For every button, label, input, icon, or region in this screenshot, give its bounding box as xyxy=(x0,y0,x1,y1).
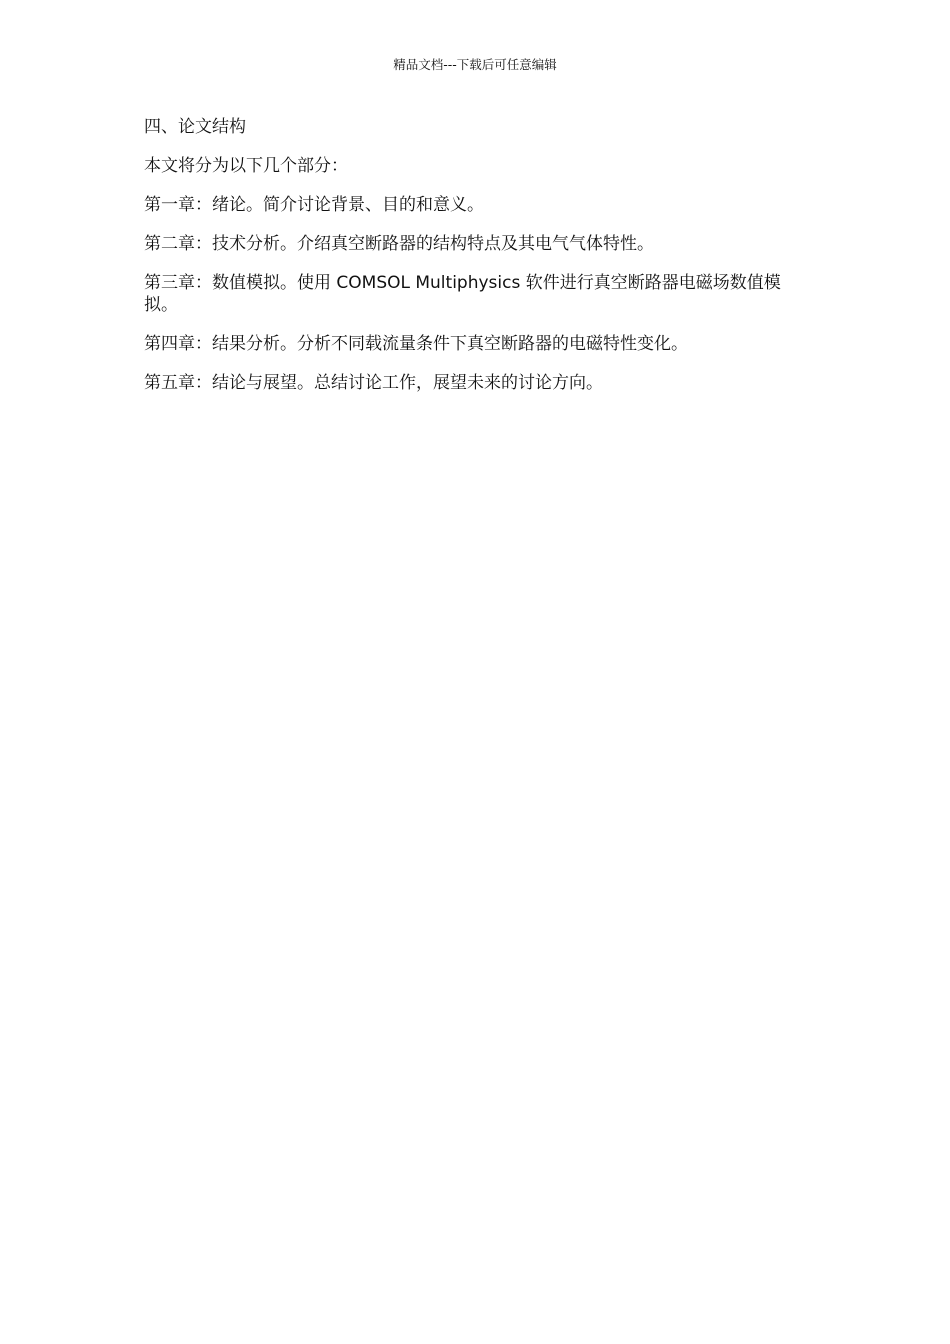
chapter-2: 第二章：技术分析。介绍真空断路器的结构特点及其电气气体特性。 xyxy=(144,234,654,254)
chapter-1: 第一章：绪论。简介讨论背景、目的和意义。 xyxy=(144,195,484,215)
intro-text: 本文将分为以下几个部分： xyxy=(144,156,348,176)
chapter-4: 第四章：结果分析。分析不同载流量条件下真空断路器的电磁特性变化。 xyxy=(144,334,688,354)
section-title: 四、论文结构 xyxy=(144,117,246,137)
page-header: 精品文档---下载后可任意编辑 xyxy=(393,57,557,72)
chapter-5: 第五章：结论与展望。总结讨论工作，展望未来的讨论方向。 xyxy=(144,373,603,393)
document-body xyxy=(144,116,804,411)
chapter-3: 第三章：数值模拟。使用 COMSOL Multiphysics 软件进行真空断路器电磁场数值模拟。 xyxy=(144,273,781,315)
